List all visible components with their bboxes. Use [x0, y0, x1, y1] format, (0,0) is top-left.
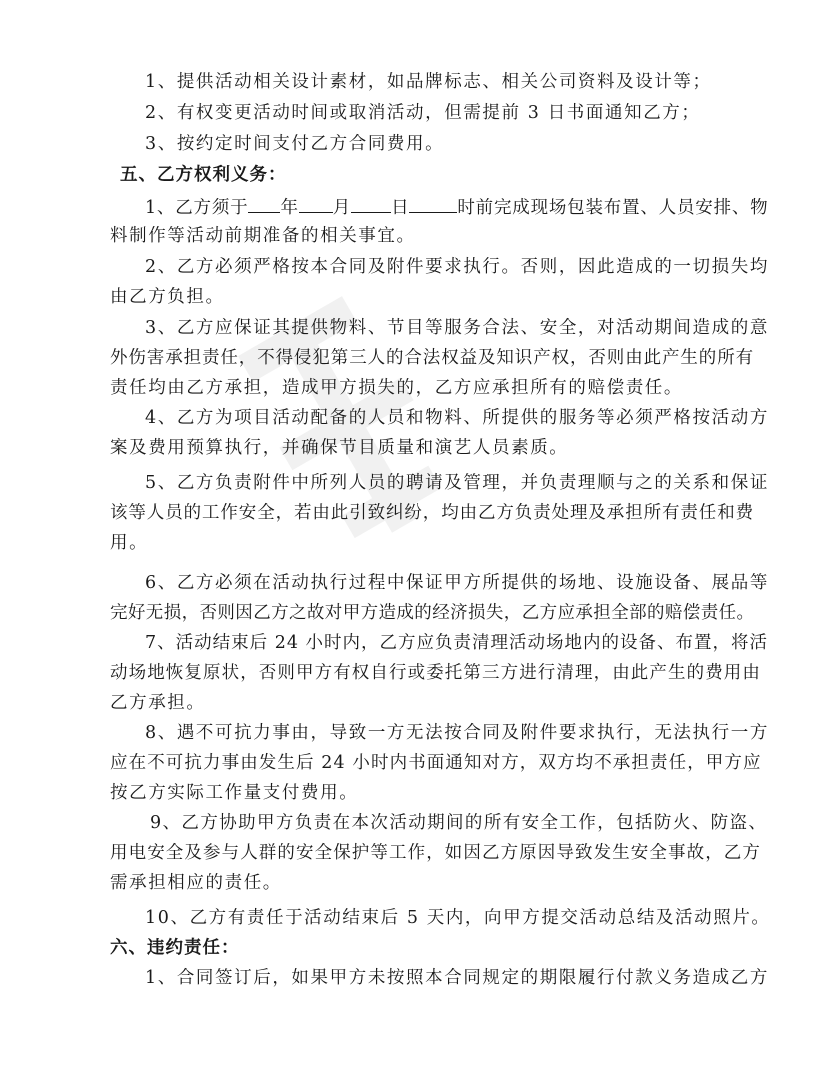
section5-item5-line2: 该等人员的工作安全，若由此引致纠纷，均由乙方负责处理及承担所有责任和费 — [110, 503, 754, 523]
section5-item3-line1: 3、乙方应保证其提供物料、节目等服务合法、安全，对活动期间造成的意 — [145, 318, 769, 338]
section5-item5-line1: 5、乙方负责附件中所列人员的聘请及管理，并负责理顺与之的关系和保证 — [145, 473, 769, 493]
section5-item3-line3: 责任均由乙方承担，造成甲方损失的，乙方应承担所有的赔偿责任。 — [110, 378, 683, 398]
month-blank — [299, 194, 333, 213]
section5-item10: 10、乙方有责任于活动结束后 5 天内，向甲方提交活动总结及活动照片。 — [145, 908, 771, 928]
section5-item8-line2: 应在不可抗力事由发生后 24 小时内书面通知对方，双方均不承担责任，甲方应 — [110, 753, 762, 773]
section5-item1-line2: 料制作等活动前期准备的相关事宜。 — [110, 226, 416, 246]
section5-heading: 五、乙方权利义务： — [120, 165, 287, 185]
section5-item4-line2: 案及费用预算执行，并确保节目质量和演艺人员素质。 — [110, 438, 569, 458]
hour-blank — [409, 194, 457, 213]
section5-item7-line2: 动场地恢复原状，否则甲方有权自行或委托第三方进行清理，由此产生的费用由 — [110, 663, 761, 683]
section5-item7-line1: 7、活动结束后 24 小时内，乙方应负责清理活动场地内的设备、布置，将活 — [145, 633, 769, 653]
section5-item7-line3: 乙方承担。 — [110, 693, 206, 713]
section5-item8-line1: 8、遇不可抗力事由，导致一方无法按合同及附件要求执行，无法执行一方 — [145, 723, 769, 743]
item1-month-label: 月 — [332, 198, 352, 218]
section5-item6-line2: 完好无损，否则因乙方之故对甲方造成的经济损失，乙方应承担全部的赔偿责任。 — [110, 603, 755, 623]
section6-heading: 六、违约责任： — [110, 938, 240, 958]
section5-item2-line2: 由乙方负担。 — [110, 287, 225, 307]
item1-day-label: 日 — [391, 198, 410, 218]
section5-item8-line3: 按乙方实际工作量支付费用。 — [110, 783, 359, 803]
item1-prefix: 1、乙方须于 — [145, 198, 249, 218]
section4-item-2: 2、有权变更活动时间或取消活动，但需提前 3 日书面通知乙方； — [145, 103, 701, 123]
section4-item-3: 3、按约定时间支付乙方合同费用。 — [145, 134, 445, 154]
day-blank — [351, 194, 391, 213]
section5-item2-line1: 2、乙方必须严格按本合同及附件要求执行。否则，因此造成的一切损失均 — [145, 257, 769, 277]
section5-item9-line3: 需承担相应的责任。 — [110, 873, 282, 893]
section5-item1-line1 — [145, 194, 768, 220]
item1-year-label: 年 — [280, 198, 299, 218]
section6-item1-line1: 1、合同签订后，如果甲方未按照本合同规定的期限履行付款义务造成乙方 — [145, 968, 769, 988]
section5-item9-line1: 9、乙方协助甲方负责在本次活动期间的所有安全工作，包括防火、防盗、 — [150, 813, 768, 833]
section5-item6-line1: 6、乙方必须在活动执行过程中保证甲方所提供的场地、设施设备、展品等 — [145, 573, 769, 593]
section4-item-1: 1、提供活动相关设计素材，如品牌标志、相关公司资料及设计等； — [145, 72, 712, 92]
item1-suffix: 时前完成现场包装布置、人员安排、物 — [457, 198, 769, 218]
section5-item4-line1: 4、乙方为项目活动配备的人员和物料、所提供的服务等必须严格按活动方 — [145, 408, 769, 428]
year-blank — [248, 194, 280, 213]
section5-item3-line2: 外伤害承担责任，不得侵犯第三人的合法权益及知识产权，否则由此产生的所有 — [110, 348, 754, 368]
section5-item9-line2: 用电安全及参与人群的安全保护等工作，如因乙方原因导致发生安全事故，乙方 — [110, 843, 761, 863]
section5-item5-line3: 用。 — [110, 533, 149, 553]
